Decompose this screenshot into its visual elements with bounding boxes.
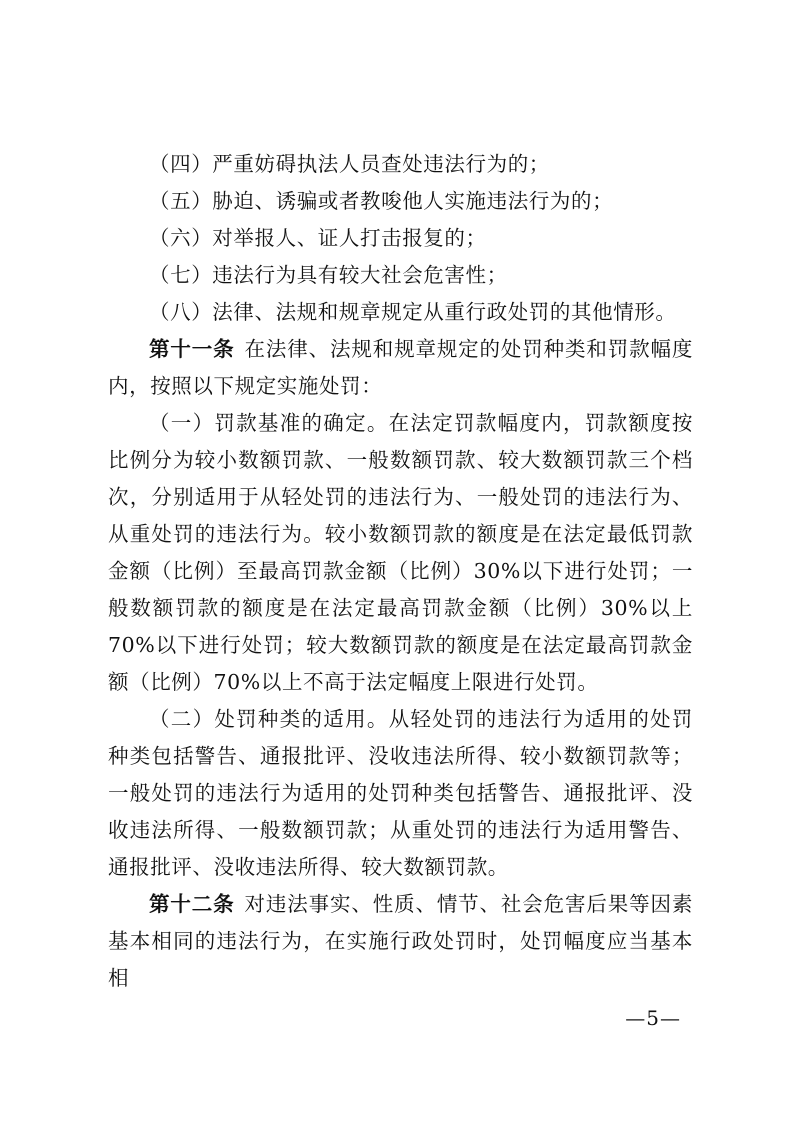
- article-11-item-1: （一）罚款基准的确定。在法定罚款幅度内，罚款额度按比例分为较小数额罚款、一般数额罚款、较大数额罚款三个档次，分别适用于从轻处罚的违法行为、一般处罚的违法行为、从重处罚的违法行为。较小数额罚款的额度是在法定最低罚款金额（比例）至最高罚款金额（比例）30%以下进行处罚；一般数额罚款的额度是在法定最高罚款金额（比例）30%以上 70%以下进行处罚；较大数额罚款的额度是在法定最高罚款金额（比例）70%以上不高于法定幅度上限进行处罚。: [108, 411, 693, 694]
- article-11-item-2: （二）处罚种类的适用。从轻处罚的违法行为适用的处罚种类包括警告、通报批评、没收违法所得、较小数额罚款等；一般处罚的违法行为适用的处罚种类包括警告、通报批评、没收违法所得、一般数额罚款；从重处罚的违法行为适用警告、通报批评、没收违法所得、较大数额罚款。: [108, 707, 693, 879]
- article-11-heading: 第十一条: [149, 337, 235, 361]
- article-12-heading: 第十二条: [149, 892, 235, 916]
- list-item: （四）严重妨碍执法人员查处违法行为的；: [149, 152, 550, 176]
- list-item: （八）法律、法规和规章规定从重行政处罚的其他情形。: [149, 300, 677, 324]
- document-body: [108, 146, 693, 997]
- list-item: （六）对举报人、证人打击报复的；: [149, 226, 487, 250]
- article-11-text: 在法律、法规和规章规定的处罚种类和罚款幅度内，按照以下规定实施处罚：: [108, 337, 693, 398]
- page-number: —5—: [625, 1006, 681, 1030]
- article-12: [108, 886, 693, 997]
- list-item: （五）胁迫、诱骗或者教唆他人实施违法行为的；: [149, 189, 614, 213]
- article-11: [108, 331, 693, 405]
- list-item: （七）违法行为具有较大社会危害性；: [149, 263, 508, 287]
- article-12-text: 对违法事实、性质、情节、社会危害后果等因素基本相同的违法行为，在实施行政处罚时，处罚幅度应当基本相: [108, 892, 693, 990]
